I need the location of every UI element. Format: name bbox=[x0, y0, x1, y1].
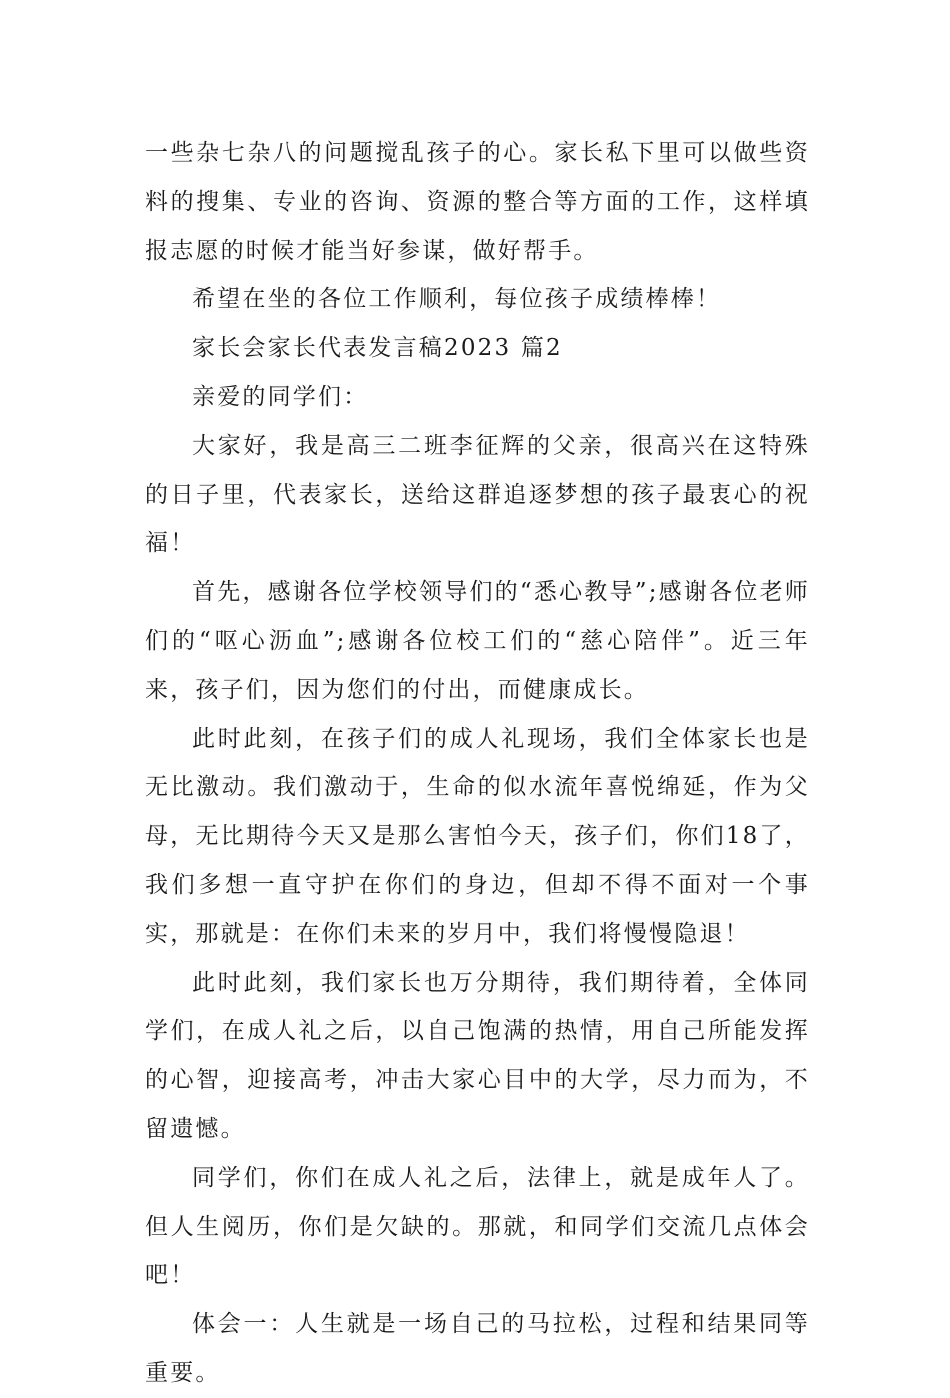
paragraph-2: 希望在坐的各位工作顺利，每位孩子成绩棒棒！ bbox=[192, 286, 722, 313]
paragraph-7: 此时此刻，在孩子们的成人礼现场，我们全体家长也是无比激动。我们激动于，生命的似水流年喜悦绵延，作为父母，无比期待今天又是那么害怕今天，孩子们，你们18了，我们多想一直守护在你们的身边，但却不得不面对一个事实，那就是：在你们未来的岁月中，我们将慢慢隐退！ bbox=[145, 725, 810, 947]
section-title: 家长会家长代表发言稿2023 篇2 bbox=[192, 335, 563, 362]
paragraph-9: 同学们，你们在成人礼之后，法律上，就是成年人了。但人生阅历，你们是欠缺的。那就，和同学们交流几点体会吧！ bbox=[145, 1164, 810, 1289]
paragraph-10: 体会一：人生就是一场自己的马拉松，过程和结果同等重要。 bbox=[145, 1311, 810, 1386]
document-body bbox=[145, 129, 810, 1398]
paragraph-8: 此时此刻，我们家长也万分期待，我们期待着，全体同学们，在成人礼之后，以自己饱满的热情，用自己所能发挥的心智，迎接高考，冲击大家心目中的大学，尽力而为，不留遗憾。 bbox=[145, 969, 810, 1142]
salutation: 亲爱的同学们： bbox=[192, 383, 369, 410]
paragraph-1: 一些杂七杂八的问题搅乱孩子的心。家长私下里可以做些资料的搜集、专业的咨询、资源的整合等方面的工作，这样填报志愿的时候才能当好参谋，做好帮手。 bbox=[145, 140, 810, 264]
paragraph-5: 大家好，我是高三二班李征辉的父亲，很高兴在这特殊的日子里，代表家长，送给这群追逐梦想的孩子最衷心的祝福！ bbox=[145, 432, 810, 557]
paragraph-6: 首先，感谢各位学校领导们的“悉心教导”;感谢各位老师们的“呕心沥血”;感谢各位校工们的“慈心陪伴”。近三年来，孩子们，因为您们的付出，而健康成长。 bbox=[145, 579, 810, 703]
